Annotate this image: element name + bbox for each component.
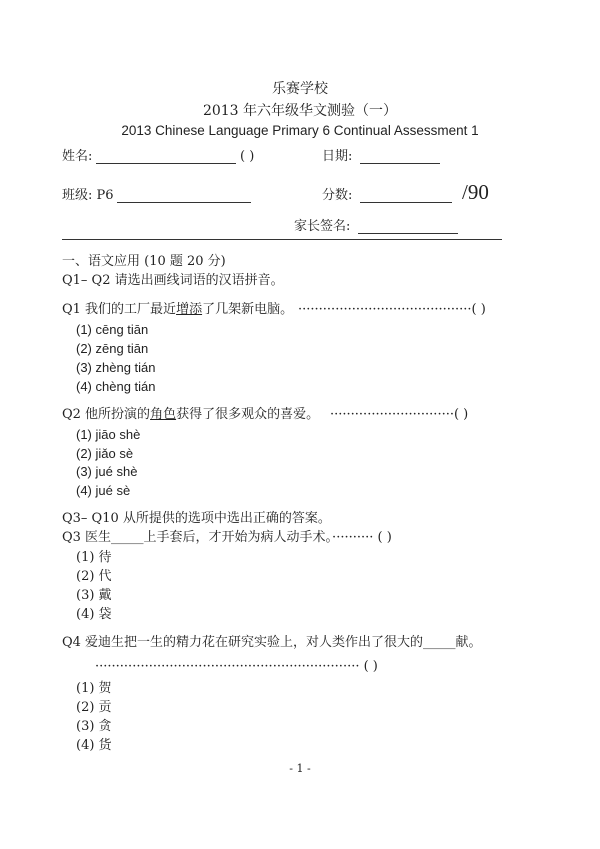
q1-option-2[interactable]: (2) zēng tiān [76, 341, 149, 356]
question-1 [62, 303, 293, 316]
header-divider [62, 239, 502, 240]
class-label: 班级: P6 [62, 188, 114, 203]
q3-option-3[interactable]: (3) 戴 [76, 588, 112, 603]
school-name: 乐赛学校 [272, 81, 328, 97]
q4-answer-box[interactable]: ································································ ( ) [95, 659, 378, 674]
score-label: 分数: [322, 188, 353, 203]
score-total: /90 [462, 180, 489, 204]
q4-option-1[interactable]: (1) 贺 [76, 681, 112, 696]
q3-option-2[interactable]: (2) 代 [76, 569, 112, 584]
q3-option-4[interactable]: (4) 袋 [76, 607, 112, 622]
q1-option-3[interactable]: (3) zhèng tián [76, 360, 156, 375]
date-label: 日期: [322, 149, 353, 164]
question-4: Q4 爱迪生把一生的精力花在研究实验上，对人类作出了很大的_____献。 [62, 635, 482, 650]
class-field[interactable] [117, 202, 251, 203]
q1-text-pre: Q1 我们的工厂最近 [62, 302, 177, 317]
name-label: 姓名: [62, 149, 93, 164]
q2-option-2[interactable]: (2) jiǎo sè [76, 446, 134, 461]
q4-option-4[interactable]: (4) 货 [76, 738, 112, 753]
parent-signature-field[interactable] [358, 233, 458, 234]
q4-option-3[interactable]: (3) 贪 [76, 719, 112, 734]
instruction-q1-q2: Q1– Q2 请选出画线词语的汉语拼音。 [62, 273, 284, 288]
score-field[interactable] [360, 202, 452, 203]
q2-text-pre: Q2 他所扮演的 [62, 407, 151, 422]
instruction-q3-q10: Q3– Q10 从所提供的选项中选出正确的答案。 [62, 511, 331, 526]
q2-option-1[interactable]: (1) jiāo shè [76, 427, 141, 442]
q2-answer-box[interactable]: ······························( ) [330, 407, 469, 422]
q1-option-1[interactable]: (1) cēng tiān [76, 322, 149, 337]
exam-title-english: 2013 Chinese Language Primary 6 Continual Assessment 1 [121, 123, 479, 138]
class-number-field[interactable]: ( ) [240, 149, 255, 164]
exam-title-chinese: 2013 年六年级华文测验（一） [202, 103, 398, 119]
q2-option-4[interactable]: (4) jué sè [76, 483, 131, 498]
name-field[interactable] [96, 163, 236, 164]
date-field[interactable] [360, 163, 440, 164]
section-title: 一、语文应用 (10 题 20 分) [62, 254, 226, 269]
q2-text-post: 获得了很多观众的喜爱。 [176, 407, 320, 422]
parent-signature-label: 家长签名: [294, 219, 351, 234]
page-number: - 1 - [289, 762, 311, 775]
question-3: Q3 医生_____上手套后，才开始为病人动手术。·········· ( ) [62, 530, 392, 545]
q1-answer-box[interactable]: ··········································( ) [298, 302, 486, 317]
q4-option-2[interactable]: (2) 贡 [76, 700, 112, 715]
q1-option-4[interactable]: (4) chèng tián [76, 379, 156, 394]
q2-underlined-word: 角色 [150, 407, 177, 422]
q2-option-3[interactable]: (3) jué shè [76, 464, 138, 479]
q3-option-1[interactable]: (1) 待 [76, 550, 112, 565]
q1-underlined-word: 增添 [176, 302, 203, 317]
question-2 [62, 408, 319, 421]
q1-text-post: 了几架新电脑。 [202, 302, 294, 317]
